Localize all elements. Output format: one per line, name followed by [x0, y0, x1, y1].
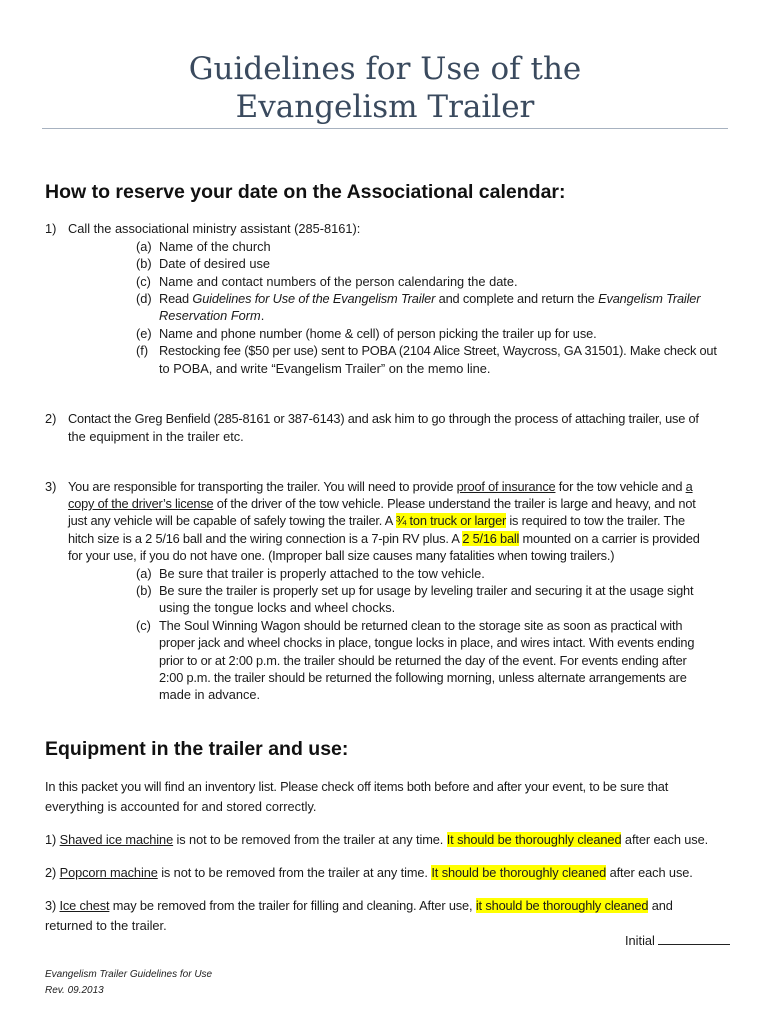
subitem-text-cont: to POBA, and write “Evangelism Trailer” on the memo line. — [159, 361, 491, 376]
text-run: 3) — [45, 898, 60, 913]
item-number: 3) — [45, 479, 57, 494]
item-text-cont — [68, 495, 696, 512]
highlighted-text: ¾ ton truck or larger — [395, 513, 507, 528]
text-run: Read — [159, 291, 193, 306]
text-run: . — [260, 308, 265, 323]
text-run: for the tow vehicle and — [555, 479, 686, 494]
subitem-text: Be sure the trailer is properly set up for usage by leveling trailer and securing it at the usage sight — [159, 583, 694, 598]
subitem-label: (e) — [136, 326, 152, 341]
text-run: of the driver of the tow vehicle. Please understand the trailer is large and heavy, and not — [213, 496, 696, 511]
subitem-label: (c) — [136, 618, 151, 633]
text-run: mounted on a carrier is provided — [519, 531, 700, 546]
equipment-name: Shaved ice machine — [59, 832, 174, 847]
equipment-name: Popcorn machine — [59, 865, 158, 880]
highlighted-text: It should be thoroughly cleaned — [446, 832, 622, 847]
text-run: is not to be removed from the trailer at any time. — [173, 832, 447, 847]
item-text-cont: for your use, if you do not have one. (Improper ball size causes many fatalities when towing trailers.) — [68, 548, 615, 563]
section-heading-reserve: How to reserve your date on the Associational calendar: — [45, 181, 566, 203]
text-run: You are responsible for transporting the trailer. You will need to provide — [68, 479, 457, 494]
text-run: may be removed from the trailer for filling and cleaning. After use, — [109, 898, 476, 913]
footer-revision: Rev. 09.2013 — [45, 985, 104, 996]
text-run: 1) — [45, 832, 60, 847]
form-title-reference: Evangelism Trailer — [598, 291, 701, 306]
footer-title: Evangelism Trailer Guidelines for Use — [45, 969, 213, 980]
initial-label: Initial — [625, 933, 659, 948]
document-title-reference: Guidelines for Use of the Evangelism Trailer — [192, 291, 436, 306]
equipment-rule-popcorn — [45, 864, 693, 881]
underlined-requirement: proof of insurance — [456, 479, 556, 494]
equipment-rule-shaved-ice — [45, 831, 708, 848]
text-run: 2) — [45, 865, 60, 880]
text-run: after each use. — [606, 865, 693, 880]
underlined-requirement: copy of the driver’s license — [68, 496, 214, 511]
subitem-label: (d) — [136, 291, 152, 306]
subitem-label: (b) — [136, 256, 152, 271]
text-run: and complete and return the — [435, 291, 599, 306]
item-number: 2) — [45, 411, 57, 426]
subitem-label: (c) — [136, 274, 151, 289]
paragraph-intro-cont: everything is accounted for and stored correctly. — [45, 799, 317, 814]
item-text-cont — [68, 530, 700, 547]
subitem-text: The Soul Winning Wagon should be returned clean to the storage site as soon as practical with — [159, 618, 683, 633]
item-number: 1) — [45, 221, 57, 236]
text-run: and — [648, 898, 673, 913]
highlighted-text: it should be thoroughly cleaned — [475, 898, 649, 913]
subitem-text: Name and contact numbers of the person calendaring the date. — [159, 274, 518, 289]
subitem-label: (b) — [136, 583, 152, 598]
highlighted-text: 2 5/16 ball — [462, 531, 520, 546]
text-run: after each use. — [621, 832, 709, 847]
equipment-name: Ice chest — [59, 898, 110, 913]
initial-field[interactable] — [625, 932, 730, 949]
text-run: hitch size is a 2 5/16 ball and the wiring connection is a 7-pin RV plus. A — [68, 531, 463, 546]
subitem-text-cont — [159, 307, 264, 324]
highlighted-text: It should be thoroughly cleaned — [431, 865, 607, 880]
subitem-text — [159, 290, 700, 307]
subitem-label: (a) — [136, 239, 152, 254]
equipment-rule-ice-chest — [45, 897, 673, 914]
subitem-text: Date of desired use — [159, 256, 270, 271]
text-run: just any vehicle will be capable of safely towing the trailer. A — [68, 513, 396, 528]
subitem-text: Name of the church — [159, 239, 271, 254]
item-text-cont — [68, 512, 685, 529]
subitem-text-cont: using the tongue locks and wheel chocks. — [159, 600, 396, 615]
subitem-text-cont: prior to or at 2:00 p.m. the trailer should be returned the day of the event. For events ending after — [159, 653, 687, 668]
subitem-text-cont: made in advance. — [159, 687, 261, 702]
underlined-requirement: a — [685, 479, 693, 494]
subitem-label: (a) — [136, 566, 152, 581]
document-title-line1: Guidelines for Use of the — [188, 51, 582, 87]
form-title-reference: Reservation Form — [159, 308, 261, 323]
item-text-cont: the equipment in the trailer etc. — [68, 429, 244, 444]
item-text: Contact the Greg Benfield (285-8161 or 387-6143) and ask him to go through the process of attaching trailer, use of — [68, 411, 699, 426]
subitem-text: Restocking fee ($50 per use) sent to POBA (2104 Alice Street, Waycross, GA 31501). Make check out — [159, 343, 717, 358]
initial-blank-line[interactable] — [658, 932, 730, 945]
title-divider — [42, 128, 728, 129]
subitem-text-cont: 2:00 p.m. the trailer should be returned the following morning, unless alternate arrangements are — [159, 670, 687, 685]
text-run: is required to tow the trailer. The — [506, 513, 685, 528]
equipment-rule-ice-chest-cont: returned to the trailer. — [45, 918, 167, 933]
item-text: Call the associational ministry assistant (285-8161): — [68, 221, 361, 236]
subitem-label: (f) — [136, 343, 149, 358]
text-run: is not to be removed from the trailer at any time. — [157, 865, 432, 880]
document-title-line2: Evangelism Trailer — [235, 89, 535, 125]
subitem-text-cont: proper jack and wheel chocks in place, tongue locks in place, and wires intact. With events ending — [159, 635, 695, 650]
paragraph-intro: In this packet you will find an inventory list. Please check off items both before and after your event, to be sure that — [45, 779, 669, 794]
subitem-text: Be sure that trailer is properly attached to the tow vehicle. — [159, 566, 485, 581]
subitem-text: Name and phone number (home & cell) of person picking the trailer up for use. — [159, 326, 597, 341]
section-heading-equipment: Equipment in the trailer and use: — [45, 738, 349, 760]
item-text — [68, 478, 693, 495]
